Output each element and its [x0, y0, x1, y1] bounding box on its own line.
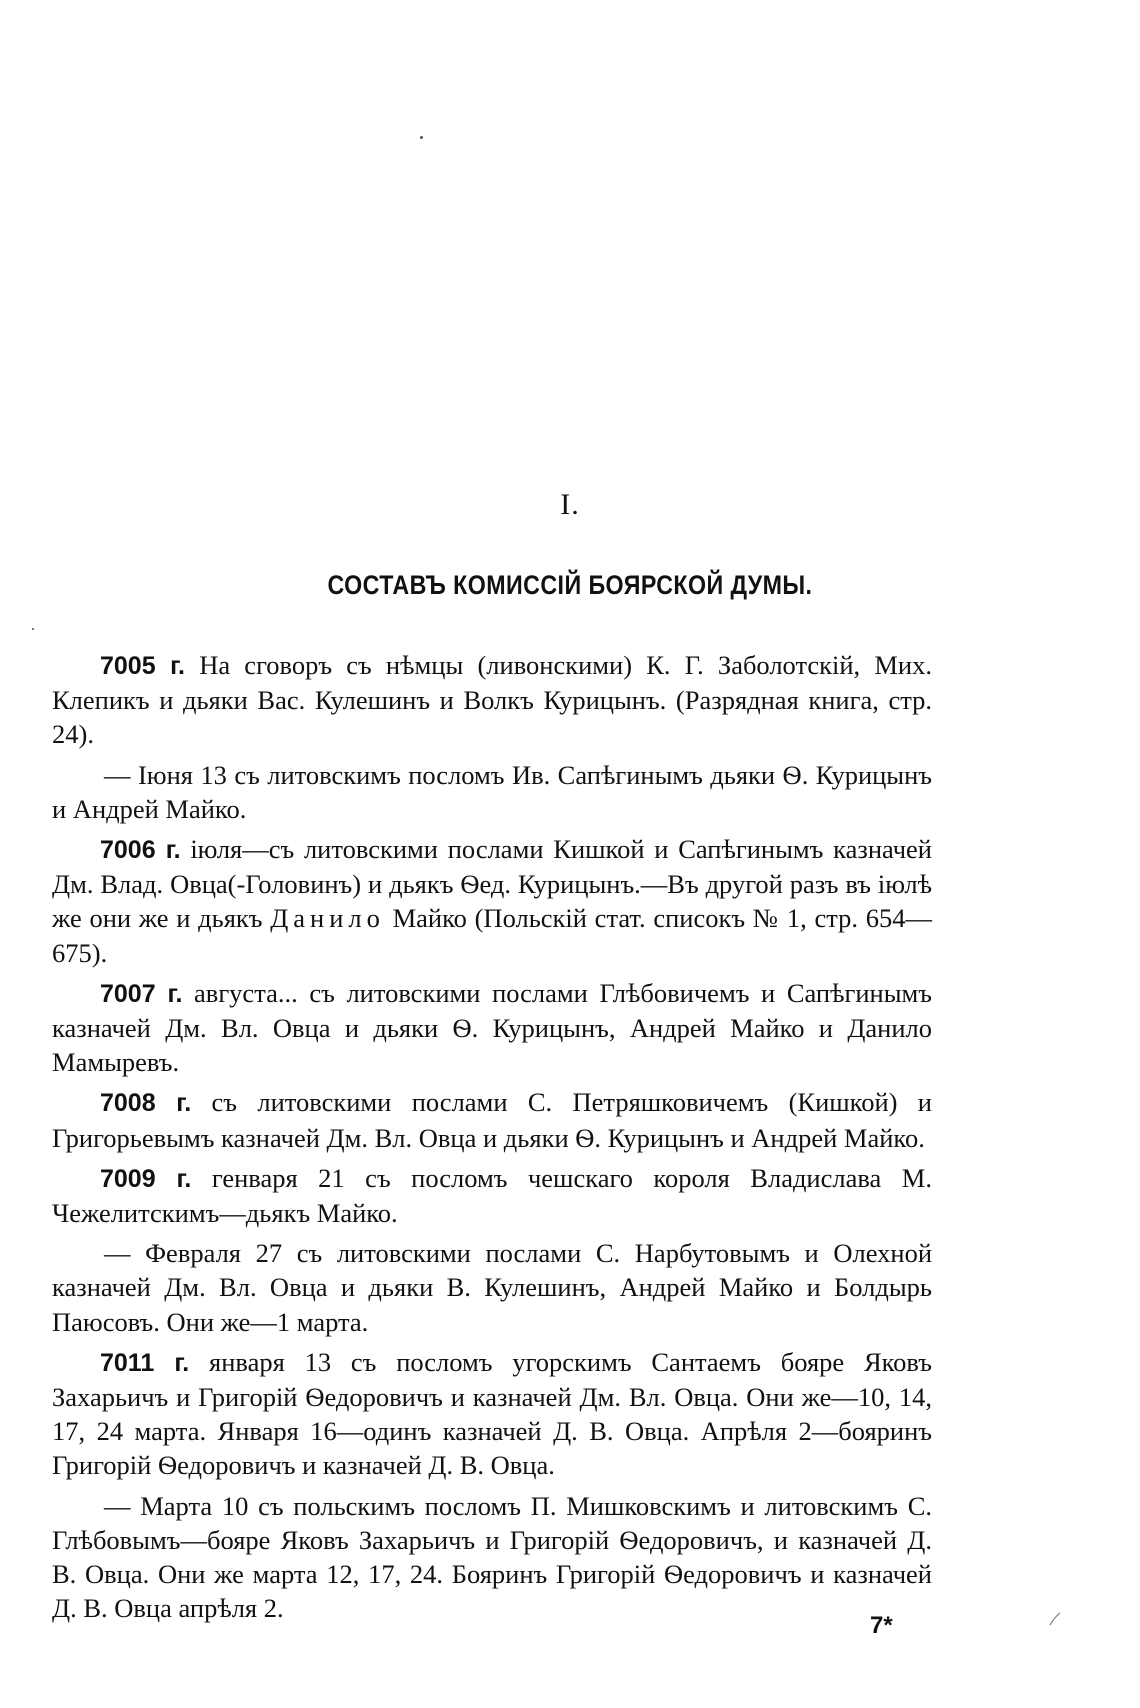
entry-year: 7007 г. — [100, 979, 183, 1008]
entry-sub — [52, 1489, 932, 1626]
entry-spaced-name: Данило — [270, 903, 385, 934]
entry-text: августа... съ литовскими послами Глѣбовичемъ и Сапѣгинымъ казначей Дм. Вл. Овца и дьяки Ѳ. Курицынъ, Андрей Майко и Данило Мамыревъ. — [52, 977, 933, 1078]
ink-speck — [32, 628, 34, 630]
entry-7009 — [52, 1161, 932, 1230]
entry-7006 — [52, 832, 932, 970]
pencil-mark — [1048, 1612, 1062, 1626]
entry-text: іюля—съ литовскими послами Кишкой и Сапѣгинымъ казначей Дм. Влад. Овца(-Головинъ) и дьякъ Ѳед. Курицынъ.—Въ другой разъ въ іюлѣ же они же и дьякъ — [52, 834, 932, 934]
folio-mark: 7* — [870, 1612, 893, 1639]
entry-7011 — [52, 1345, 932, 1483]
entry-year: 7009 г. — [100, 1164, 192, 1193]
entry-text: января 13 съ посломъ угорскимъ Сантаемъ бояре Яковъ Захарьичъ и Григорій Ѳедоровичъ и казначей Дм. Вл. Овца. Они же—10, 14, 17, 24 марта. Января 16—одинъ казначей Д. В. Овца. Апрѣля 2—бояринъ Григорій Ѳедоровичъ и казначей Д. В. Овца. — [52, 1346, 932, 1481]
entry-text: На сговоръ съ нѣмцы (ливонскими) К. Г. Заболотскій, Мих. Клепикъ и дьяки Вас. Кулешинъ и Волкъ Курицынъ. (Разрядная книга, стр. 24). — [52, 650, 932, 750]
entry-year: 7006 г. — [100, 836, 181, 865]
entry-7007 — [52, 976, 932, 1080]
entry-7008 — [52, 1085, 932, 1154]
page-title: СОСТАВЪ КОМИССІЙ БОЯРСКОЙ ДУМЫ. — [327, 570, 813, 600]
entry-year: 7005 г. — [100, 652, 185, 680]
ink-speck — [420, 136, 423, 139]
entry-text: съ литовскими послами С. Петряшковичемъ (Кишкой) и Григорьевымъ казначей Дм. Вл. Овца и дьяки Ѳ. Курицынъ и Андрей Майко. — [52, 1087, 932, 1153]
entry-year: 7008 г. — [100, 1089, 192, 1118]
entry-7005 — [52, 648, 932, 752]
chapter-number: I. — [560, 488, 580, 521]
entry-text: — Февраля 27 съ литовскими послами С. Нарбутовымъ и Олехной казначей Дм. Вл. Овца и дьяки В. Кулешинъ, Андрей Майко и Болдырь Паюсовъ. Они же—1 марта. — [52, 1238, 932, 1337]
entry-text: — Іюня 13 съ литовскимъ посломъ Ив. Сапѣгинымъ дьяки Ѳ. Курицынъ и Андрей Майко. — [52, 759, 932, 824]
entry-text: генваря 21 съ посломъ чешскаго короля Владислава М. Чежелитскимъ—дьякъ Майко. — [52, 1162, 932, 1229]
entry-year: 7011 г. — [100, 1348, 190, 1377]
entry-sub — [52, 1236, 932, 1339]
entry-text: — Марта 10 съ польскимъ посломъ П. Мишковскимъ и литовскимъ С. Глѣбовымъ—бояре Яковъ Захарьичъ и Григорій Ѳедоровичъ, и казначей Д. В. Овца. Они же марта 12, 17, 24. Бояринъ Григорій Ѳедоровичъ и казначей Д. В. Овца апрѣля 2. — [52, 1490, 932, 1624]
entry-text: Майко (Польскій стат. списокъ № 1, стр. 654—675). — [52, 903, 932, 968]
entry-sub — [52, 758, 932, 826]
body-text — [52, 648, 932, 1631]
